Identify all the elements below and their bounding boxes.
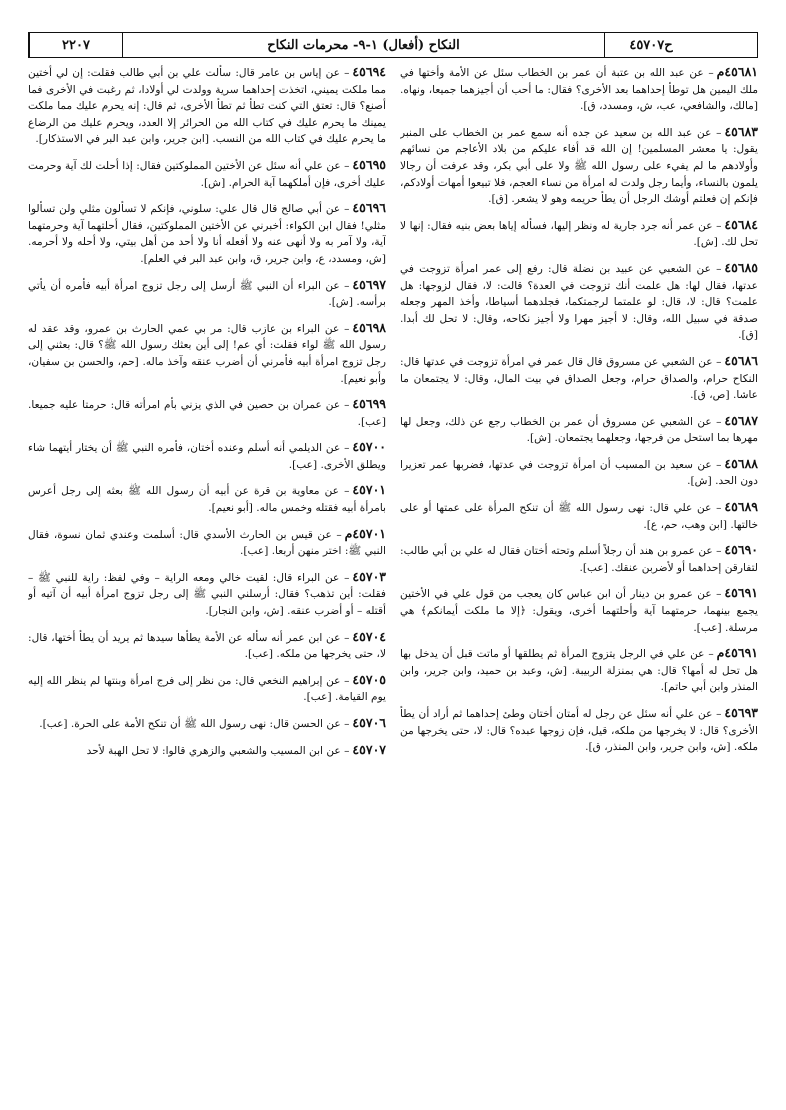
hadith-range: ح٤٥٧٠٧: [604, 33, 697, 57]
hadith-text: – عن عمرو بن دينار أن ابن عباس كان يعجب من قول علي في الأختين يجمع بينهما، حرمتهما آية وأحلتهما أخرى، ويقول: ﴿إلا ما ملكت أيمانكم﴾ هي مرسلة. [عب].: [400, 588, 758, 634]
hadith-text: – عن البراء بن عازب قال: مر بي عمي الحارث بن عمرو، وقد عقد له رسول الله ﷺ لواء فقلت: أي عم! إلى أين بعثك رسول الله ﷺ؟ قال: بعثني إلى رجل تزوج امرأة أبيه فأمرني أن أضرب عنقه وآخذ ماله. [حم، والحسن بن سفيان، وأبو نعيم].: [28, 322, 386, 385]
hadith-number: ٤٥٦٨٥: [724, 259, 758, 275]
hadith-entry: [28, 672, 386, 706]
hadith-entry: [400, 705, 758, 756]
hadith-number: ٤٥٦٩١م: [716, 645, 758, 661]
header-blank-cell: [697, 33, 757, 57]
hadith-text: – عن الحسن قال: نهى رسول الله ﷺ أن تنكح الأمة على الحرة. [عب].: [39, 718, 350, 730]
hadith-text: – عن علي قال: نهى رسول الله ﷺ أن تنكح المرأة على عمتها أو على خالتها. [ابن وهب، حم، ع].: [400, 502, 758, 531]
hadith-entry: [400, 585, 758, 636]
hadith-entry: [28, 277, 386, 311]
hadith-number: ٤٥٦٨٣: [724, 123, 758, 139]
hadith-entry: [400, 260, 758, 344]
hadith-number: ٤٥٦٩٠: [724, 542, 758, 558]
hadith-number: ٤٥٦٨٩: [724, 499, 758, 515]
hadith-text: – عن البراء قال: لقيت خالي ومعه الراية – وفي لفظ: راية للنبي ﷺ – فقلت: أين تذهب؟ فقال: أرسلني النبي ﷺ إلى رجل تزوج امرأة أبيه أن آتيه أو أقتله – أو أضرب عنقه. [ش، وابن النجار].: [28, 571, 386, 618]
hadith-number: ٤٥٧٠٥: [352, 671, 386, 687]
hadith-entry: [400, 499, 758, 533]
hadith-entry: [400, 456, 758, 490]
running-title: النكاح (أفعال) ١-٩- محرمات النكاح: [122, 33, 604, 57]
hadith-entry: [28, 396, 386, 430]
hadith-text: – عن إبراهيم النخعي قال: من نظر إلى فرج امرأة وبنتها لم ينظر الله إليه يوم القيامة. [عب].: [28, 674, 386, 704]
hadith-number: ٤٥٦٩٥: [352, 156, 386, 172]
hadith-number: ٤٥٦٨٤: [724, 216, 758, 232]
hadith-entry: [400, 413, 758, 447]
hadith-entry: [400, 124, 758, 208]
hadith-entry: [400, 217, 758, 251]
hadith-number: ٤٥٧٠٧: [352, 741, 386, 757]
hadith-number: ٤٥٦٩١: [724, 585, 758, 601]
hadith-number: ٤٥٦٨٧: [724, 412, 758, 428]
hadith-number: ٤٥٦٨٦: [724, 352, 758, 368]
hadith-entry: [400, 542, 758, 576]
hadith-text: – عن إياس بن عامر قال: سألت علي بن أبي طالب فقلت: إن لي أختين مما ملكت يميني، اتخذت إحداهما سرية وولدت لي أولادا، ثم رغبت في الأخرى فما أصنع؟ قال: تعتق التي كنت تطأ ثم تطأ الأخرى، ثم قال: إنه يحرم عليك مما ملكت يمينك ما يحرم عليك في كتاب الله من الحرائر إلا العدد، ويحرم عليك من الرضاع ما يحرم عليك في كتاب الله من النسب. [ابن جرير، وابن عبد البر في الاستذكار].: [28, 67, 386, 146]
hadith-number: ٤٥٧٠١: [352, 482, 386, 498]
hadith-entry: [28, 439, 386, 473]
page-header: [28, 32, 758, 58]
page-number: ٢٢٠٧: [29, 33, 122, 57]
hadith-entry: [28, 742, 386, 760]
hadith-entry: [28, 64, 386, 148]
hadith-entry: [28, 157, 386, 191]
hadith-number: ٤٥٦٩٤: [352, 64, 386, 79]
hadith-entry: [28, 482, 386, 516]
hadith-text: – عن البراء أن النبي ﷺ أرسل إلى رجل تزوج امرأة أبيه فأمره أن يأتي برأسه. [ش].: [28, 279, 386, 309]
hadith-number: ٤٥٦٩٧: [352, 276, 386, 292]
hadith-number: ٤٥٦٩٩: [352, 396, 386, 412]
hadith-text: – عن ابن المسيب والشعبي والزهري قالوا: لا تحل الهبة لأحد: [86, 744, 350, 757]
hadith-number: ٤٥٧٠٤: [352, 628, 386, 644]
hadith-text: – عن أبي صالح قال قال علي: سلوني، فإنكم لا تسألون مثلي ولن تسألوا مثلي! فقال ابن الكواء: أخبرني عن الأختين المملوكتين، فقال أحلتهما آية وحرمتهما آية، ولا آمر به ولا أنهى عنه ولا أفعله أنا ولا أحد من أهل بيتي، ولا أحله ولا أحرمه. [ش، ومسدد، ع، وابن جرير، ق، وابن عبد البر في العلم].: [28, 203, 386, 265]
hadith-entry: [400, 353, 758, 404]
hadith-number: ٤٥٧٠٠: [352, 439, 386, 455]
hadith-text: – عن الديلمي أنه أسلم وعنده أختان، فأمره النبي ﷺ أن يختار أيتهما شاء ويطلق الأخرى. [عب].: [28, 442, 386, 471]
hadith-text: – عن معاوية بن قرة عن أبيه أن رسول الله ﷺ بعثه إلى رجل أعرس بامرأة أبيه فقتله وخمس ماله. [أبو نعيم].: [28, 485, 386, 515]
hadith-entry: [400, 64, 758, 115]
hadith-text: – عن الشعبي عن مسروق أن عمر بن الخطاب رجع عن ذلك، وجعل لها مهرها بما استحل من فرجها، وجعلهما يجتمعان. [ش].: [400, 415, 758, 445]
hadith-text: – عن علي أنه سئل عن رجل له أمتان أختان وطئ إحداهما ثم أراد أن يطأ الأخرى؟ قال: لا يخرجها من ملكه، قيل، فإن زوجها عبده؟ قال: لا، حتى يخرجها من ملكه. [ش، وابن جرير، وابن المنذر، ق].: [400, 708, 758, 754]
hadith-number: ٤٥٧٠٣: [352, 568, 386, 584]
hadith-text: – عن عبد الله بن عتبة أن عمر بن الخطاب سئل عن الأمة وأختها في ملك اليمين هل توطأ إحداهما بعد الأخرى؟ فقال: ما أحب أن أجيزهما جميعا، ونهاه. [مالك، والشافعي، عب، ش، ومسدد، ق].: [400, 67, 758, 113]
hadith-number: ٤٥٦٨٨: [724, 455, 758, 471]
hadith-number: ٤٥٦٩٣: [724, 705, 758, 720]
hadith-entry: [28, 715, 386, 733]
left-column: [28, 64, 386, 1104]
hadith-entry: [28, 569, 386, 620]
hadith-number: ٤٥٦٨١م: [716, 64, 758, 79]
hadith-entry: [400, 645, 758, 696]
hadith-number: ٤٥٧٠٦: [352, 715, 386, 730]
hadith-text: – عن قيس بن الحارث الأسدي قال: أسلمت وعندي ثمان نسوة، فقال النبي ﷺ: اختر منهن أربعا. [عب].: [28, 528, 386, 558]
hadith-entry: [28, 629, 386, 663]
hadith-text: – عن ابن عمر أنه سأله عن الأمة يطأها سيدها ثم يريد أن يطأ أختها، قال: لا، حتى يخرجها من ملكه. [عب].: [28, 631, 386, 661]
hadith-number: ٤٥٦٩٨: [352, 319, 386, 335]
text-columns: [28, 64, 758, 1104]
hadith-entry: [28, 200, 386, 267]
hadith-text: – عن علي أنه سئل عن الأختين المملوكتين فقال: إذا أحلت لك آية وحرمت عليك أخرى، فإن أملكهما آية الحرام. [ش].: [28, 159, 386, 189]
hadith-text: – عن الشعبي عن عبيد بن نضلة قال: رفع إلى عمر امرأة تزوجت في عدتها، فقال لها: هل علمت أنك تزوجت في العدة؟ قالت: لا، فقال لزوجها: هل علمت؟ قال: لا، قال: لو علمتما لرجمتكما، فجلدهما أسياطا، وأخذ المهر وجعله صدقة في سبيل الله، وقال: لا أجيز مهرا ولا أجيز نكاحه، وقال: لا تحل لك أبدا. [ق].: [400, 262, 758, 342]
hadith-entry: [28, 320, 386, 387]
right-column: [400, 64, 758, 1104]
hadith-number: ٤٥٦٩٦: [352, 200, 386, 216]
hadith-text: – عن عمران بن حصين في الذي يزني بأم امرأته قال: حرمتا عليه جميعا. [عب].: [28, 399, 386, 428]
hadith-entry: [28, 526, 386, 560]
hadith-text: – عن عمرو بن هند أن رجلاً أسلم وتحته أختان فقال له علي بن أبي طالب: لتفارقن إحداهما أو لأضربن عنقك. [عب].: [400, 545, 758, 574]
hadith-text: – عن عمر أنه جرد جارية له ونظر إليها، فسأله إياها بعض بنيه فقال: إنها لا تحل لك. [ش].: [400, 219, 758, 249]
hadith-text: – عن سعيد بن المسيب أن امرأة تزوجت في عدتها، فضربها عمر تعزيرا دون الحد. [ش].: [400, 458, 758, 488]
hadith-text: – عن علي في الرجل يتزوج المرأة ثم يطلقها أو ماتت قبل أن يدخل بها هل تحل له أمها؟ قال: هي بمنزلة الربيبة. [ش، وعبد بن حميد، وابن جرير، وابن المنذر وابن أبي حاتم].: [400, 648, 758, 694]
hadith-text: – عن عبد الله بن سعيد عن جده أنه سمع عمر بن الخطاب على المنبر يقول: يا معشر المسلمين! إن الله قد أفاء عليكم من بلاد الأعاجم من نسائهم وأولادهم ما لم يفيء على رسول الله ﷺ ولا على أبي بكر، وقد عرفت أن رجالا يلمون بالنساء، وأيما رجل ولدت له امرأة من نساء العجم، فلا تبيعوا أمهات أولادكم، فإنكم إن فعلتم أوشك الرجل أن يطأ حريمه وهو لا يشعر. [ق].: [400, 126, 758, 206]
hadith-number: ٤٥٧٠١م: [344, 525, 386, 541]
hadith-text: – عن الشعبي عن مسروق قال قال عمر في امرأة تزوجت في عدتها قال: النكاح حرام، والصداق حرام، وجعل الصداق في بيت المال، وقال: لا يجتمعان ما عاشا. [ص، ق].: [400, 355, 758, 402]
